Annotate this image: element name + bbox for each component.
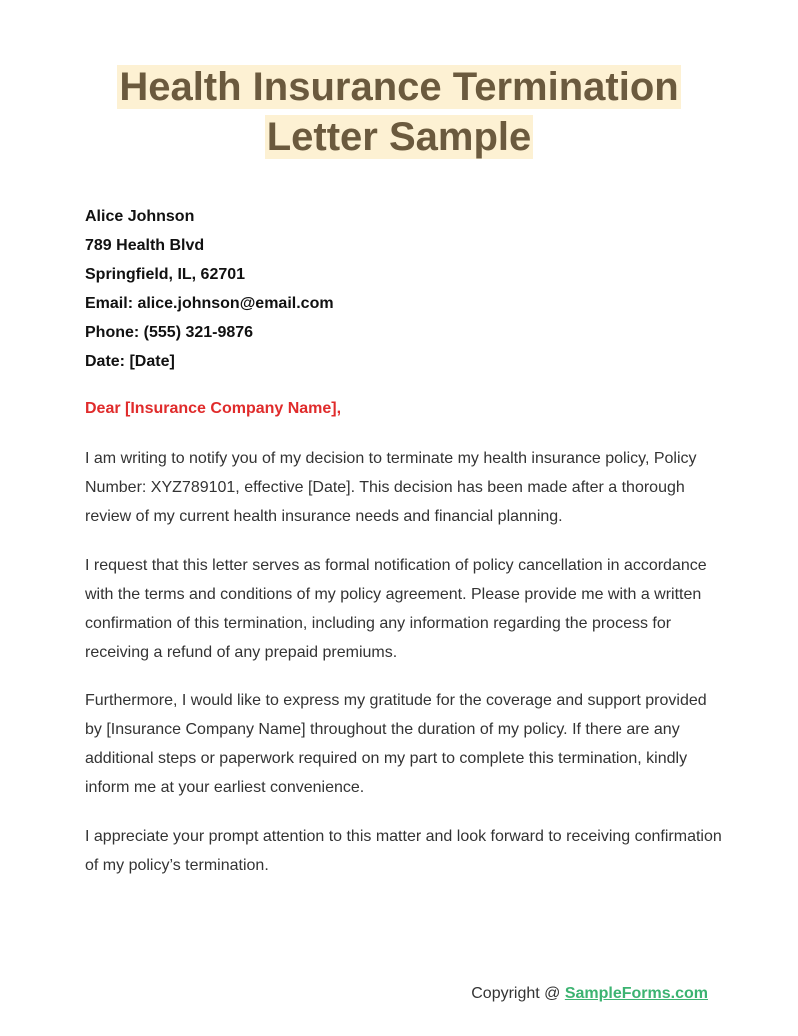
- sender-street: 789 Health Blvd: [85, 237, 205, 254]
- sender-block: [85, 202, 334, 376]
- sender-name: Alice Johnson: [85, 208, 195, 225]
- sender-date: Date: [Date]: [85, 353, 175, 370]
- sender-phone: Phone: (555) 321-9876: [85, 324, 254, 341]
- copyright-text: Copyright @: [471, 985, 565, 1002]
- brand-link[interactable]: SampleForms.com: [564, 985, 708, 1002]
- body-paragraph-4: I appreciate your prompt attention to this matter and look forward to receiving confirmation of my policy’s termination.: [85, 828, 722, 874]
- title-line-2: Letter Sample: [266, 115, 532, 159]
- body-paragraph-3: Furthermore, I would like to express my gratitude for the coverage and support provided by [Insurance Company Name] throughout the duration of my policy. If there are any additional steps or paperwork required on my part to complete this termination, kindly inform me at your earliest convenience.: [85, 692, 707, 796]
- sender-email: Email: alice.johnson@email.com: [85, 295, 334, 312]
- title-line-1: Health Insurance Termination: [119, 65, 679, 109]
- body-paragraph-2: I request that this letter serves as formal notification of policy cancellation in accordance with the terms and conditions of my policy agreement. Please provide me with a written confirmation of this termination, including any information regarding the process for receiving a refund of any prepaid premiums.: [85, 557, 707, 661]
- sender-city: Springfield, IL, 62701: [85, 266, 246, 283]
- page-title: [0, 62, 798, 162]
- body-paragraph-1: I am writing to notify you of my decision to terminate my health insurance policy, Policy Number: XYZ789101, effective [Date]. This decision has been made after a thorough review of my current health insurance needs and financial planning.: [85, 450, 697, 525]
- copyright-footer: [0, 983, 708, 1005]
- salutation: Dear [Insurance Company Name],: [85, 400, 342, 417]
